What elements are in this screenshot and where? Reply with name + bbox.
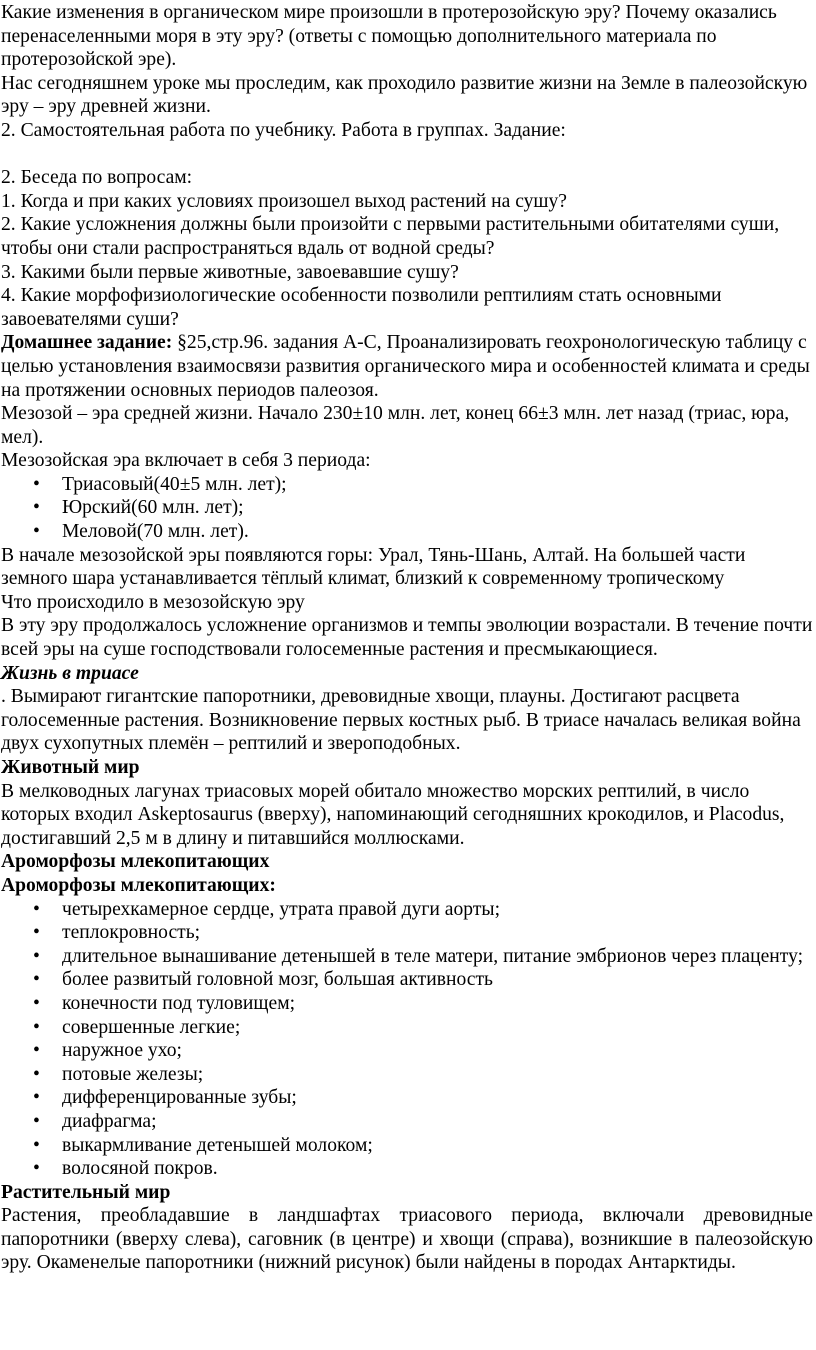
bullet-icon: • — [33, 992, 40, 1014]
list-item — [1, 898, 813, 922]
list-item — [1, 968, 813, 992]
homework-text: §25,стр.96. задания А-С, Проанализировать геохронологическую таблицу с целью установления взаимосвязи развития органического мира и особенностей климата и среды на протяжении основных периодов палеозоя. — [1, 332, 810, 401]
bullet-icon: • — [33, 521, 40, 543]
bullet-icon: • — [33, 1087, 40, 1109]
list-item — [1, 496, 813, 520]
periods-list — [1, 473, 813, 544]
intro-question: Какие изменения в органическом мире произошли в протерозойскую эру? Почему оказались перенаселенными моря в эту эру? (ответы с помощью дополнительного материала по протерозойской эре). — [1, 2, 777, 71]
bullet-icon: • — [33, 497, 40, 519]
fauna-heading: Животный мир — [1, 757, 140, 778]
evolution-paragraph: В эту эру продолжалось усложнение организмов и темпы эволюции возрастали. В течение почти всей эры на суше господствовали голосеменные растения и пресмыкающиеся. — [1, 615, 813, 661]
bullet-icon: • — [33, 1158, 40, 1180]
list-item-text: четырехкамерное сердце, утрата правой дуги аорты; — [62, 898, 501, 920]
list-item — [1, 1016, 813, 1040]
list-item — [1, 473, 813, 497]
discussion-question: 3. Какими были первые животные, завоевавшие сушу? — [1, 261, 459, 283]
bullet-icon: • — [33, 473, 40, 495]
bullet-icon: • — [33, 1040, 40, 1062]
flora-heading: Растительный мир — [1, 1181, 171, 1203]
bullet-icon: • — [33, 1063, 40, 1085]
triassic-heading: Жизнь в триасе — [1, 662, 139, 684]
list-item-text: Триасовый(40±5 млн. лет); — [62, 473, 287, 495]
bullet-icon: • — [33, 945, 40, 967]
list-item-text: наружное ухо; — [62, 1040, 183, 1062]
list-item-text: потовые железы; — [62, 1063, 204, 1085]
blank-line — [1, 143, 813, 167]
aromorphoses-list — [1, 898, 813, 1181]
discussion-heading: 2. Беседа по вопросам: — [1, 167, 193, 189]
bullet-icon: • — [33, 898, 40, 920]
task-paragraph: 2. Самостоятельная работа по учебнику. Работа в группах. Задание: — [1, 119, 566, 141]
intro-paragraph: Нас сегодняшнем уроке мы проследим, как проходило развитие жизни на Земле в палеозойскую эру – эру древней жизни. — [1, 72, 808, 118]
list-item — [1, 1086, 813, 1110]
bullet-icon: • — [33, 1134, 40, 1156]
mammals-heading: Ароморфозы млекопитающих: — [1, 874, 276, 896]
homework-paragraph — [1, 331, 813, 402]
list-item-text: теплокровность; — [62, 922, 201, 944]
list-item-text: выкармливание детенышей молоком; — [62, 1134, 373, 1156]
list-item-text: дифференцированные зубы; — [62, 1087, 297, 1109]
list-item-text: совершенные легкие; — [62, 1016, 241, 1038]
mountains-paragraph: В начале мезозойской эры появляются горы: Урал, Тянь-Шань, Алтай. На большей части земного шара устанавливается тёплый климат, близкий к современному тропическому — [1, 544, 746, 590]
mammals-heading: Ароморфозы млекопитающих — [1, 851, 270, 873]
discussion-question: 4. Какие морфофизиологические особенности позволили рептилиям стать основными завоевателями суши? — [1, 285, 722, 330]
list-item-text: конечности под туловищем; — [62, 992, 296, 1014]
bullet-icon: • — [33, 922, 40, 944]
bullet-icon: • — [33, 1016, 40, 1038]
discussion-question: 2. Какие усложнения должны были произойти с первыми растительными обитателями суши, чтобы они стали распространяться вдаль от водной среды? — [1, 214, 780, 259]
list-item — [1, 1063, 813, 1087]
list-item-text: диафрагма; — [62, 1110, 157, 1132]
bullet-icon: • — [33, 969, 40, 991]
list-item — [1, 1157, 813, 1181]
triassic-paragraph: . Вымирают гигантские папоротники, древовидные хвощи, плауны. Достигают расцвета голосеменные растения. Возникновение первых костных рыб. В триасе началась великая война двух сухопутных племён – рептилий и звероподобных. — [1, 686, 801, 755]
list-item — [1, 1110, 813, 1134]
homework-label: Домашнее задание: — [1, 332, 173, 354]
list-item-text: более развитый головной мозг, большая активность — [62, 969, 493, 991]
list-item — [1, 945, 813, 969]
list-item-text: Юрский(60 млн. лет); — [62, 497, 244, 519]
list-item-text: волосяной покров. — [62, 1158, 218, 1180]
list-item-text: Меловой(70 млн. лет). — [62, 521, 249, 543]
mesozoic-intro: Мезозой – эра средней жизни. Начало 230±10 млн. лет, конец 66±3 млн. лет назад (триас, юра, мел). — [1, 403, 790, 448]
list-item — [1, 921, 813, 945]
discussion-question: 1. Когда и при каких условиях произошел выход растений на сушу? — [1, 190, 568, 212]
list-item-text: длительное вынашивание детенышей в теле матери, питание эмбрионов через плаценту; — [62, 945, 804, 967]
fauna-paragraph: В мелководных лагунах триасовых морей обитало множество морских рептилий, в число которых входил Askeptosaurus (вверху), напоминающий сегодняшних крокодилов, и Placodus, достигавший 2,5 м в длину и питавшийся моллюсками. — [1, 780, 785, 849]
periods-heading: Мезозойская эра включает в себя 3 периода: — [1, 450, 371, 472]
question-line: Что происходило в мезозойскую эру — [1, 591, 305, 613]
list-item — [1, 1134, 813, 1158]
flora-paragraph: Растения, преобладавшие в ландшафтах триасового периода, включали древовидные папоротники (вверху слева), саговник (в центре) и хвощи (справа), возникшие в палеозойскую эру. Окаменелые папоротники (нижний рисунок) были найдены в породах Антарктиды. — [1, 1205, 813, 1274]
list-item — [1, 520, 813, 544]
list-item — [1, 1039, 813, 1063]
bullet-icon: • — [33, 1110, 40, 1132]
list-item — [1, 992, 813, 1016]
